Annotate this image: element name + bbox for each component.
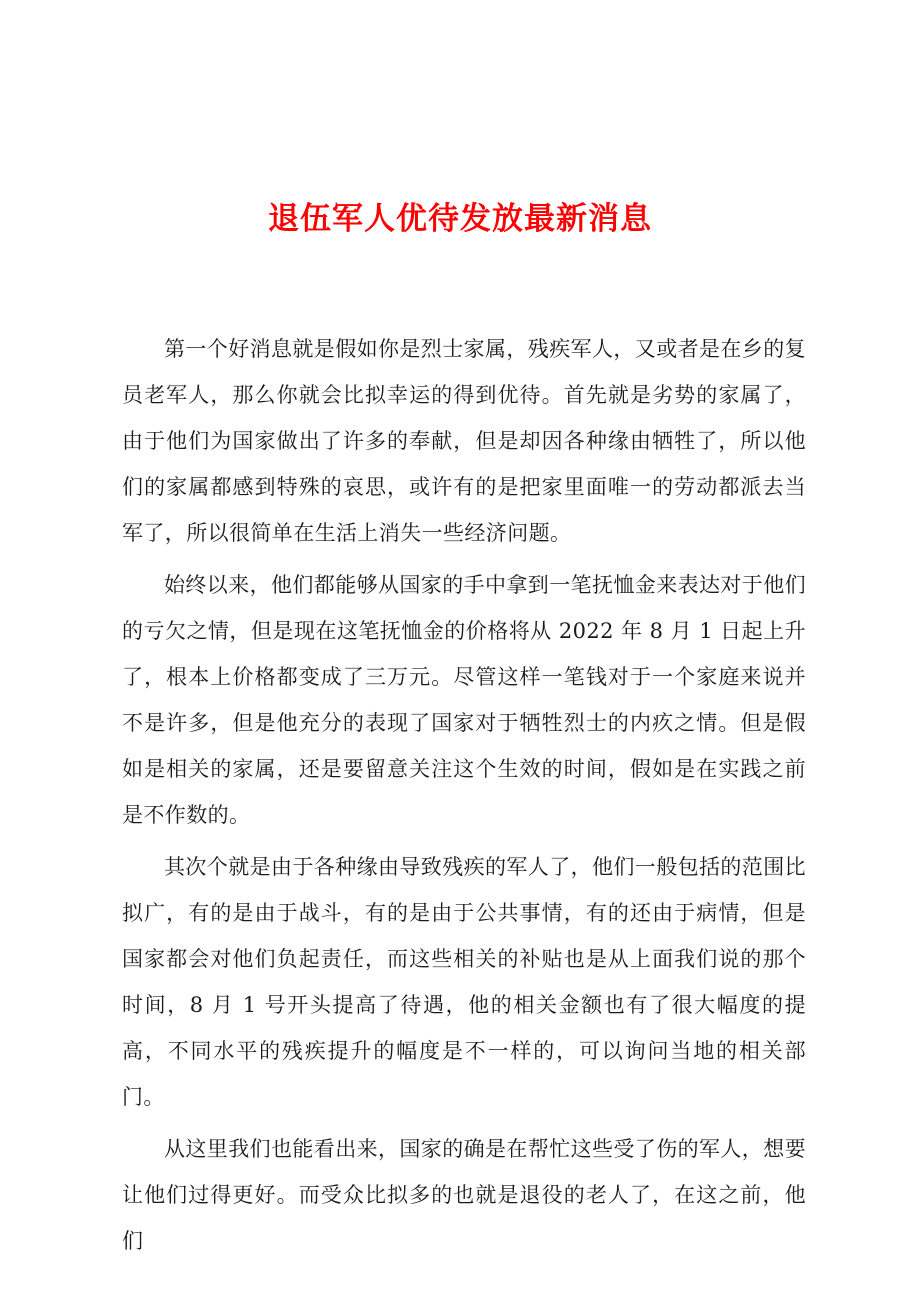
paragraph-3: 其次个就是由于各种缘由导致残疾的军人了，他们一般包括的范围比拟广，有的是由于战斗，有的是由于公共事情，有的还由于病情，但是国家都会对他们负起责任，而这些相关的补贴也是从上面我们说的那个时间，8 月 1 号开头提高了待遇，他的相关金额也有了很大幅度的提高，不同水平的残疾提升的幅度是不一样的，可以询问当地的相关部门。	[122, 855, 806, 1109]
document-title: 退伍军人优待发放最新消息	[268, 201, 652, 237]
paragraph-1: 第一个好消息就是假如你是烈士家属，残疾军人，又或者是在乡的复员老军人，那么你就会比拟幸运的得到优待。首先就是劣势的家属了，由于他们为国家做出了许多的奉献，但是却因各种缘由牺牲了，所以他们的家属都感到特殊的哀思，或许有的是把家里面唯一的劳动都派去当军了，所以很简单在生活上消失一些经济问题。	[122, 337, 806, 545]
paragraph-2: 始终以来，他们都能够从国家的手中拿到一笔抚恤金来表达对于他们的亏欠之情，但是现在这笔抚恤金的价格将从 2022 年 8 月 1 日起上升了，根本上价格都变成了三万元。尽管这样一笔钱对于一个家庭来说并不是许多，但是他充分的表现了国家对于牺牲烈士的内疚之情。但是假如是相关的家属，还是要留意关注这个生效的时间，假如是在实践之前是不作数的。	[122, 573, 806, 827]
document-body	[122, 326, 806, 1264]
paragraph-4: 从这里我们也能看出来，国家的确是在帮忙这些受了伤的军人，想要让他们过得更好。而受众比拟多的也就是退役的老人了，在这之前，他们	[122, 1137, 806, 1253]
